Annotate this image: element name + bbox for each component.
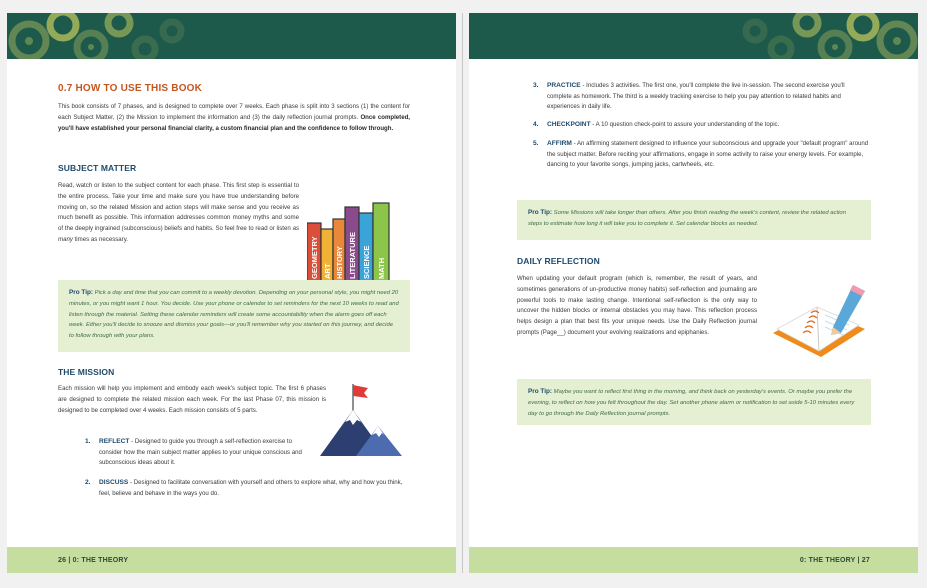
daily-reflection-heading: DAILY REFLECTION [517,256,600,266]
list-number: 5. [533,140,539,147]
mission-list-item [85,437,315,471]
list-term: PRACTICE [547,82,581,89]
pro-tip-box [517,200,871,240]
subject-matter-text-b: times as necessary. [74,235,129,243]
list-text: - Includes 3 activities. The first one, you'll complete the live in-session. The second exercise you'll complete as homework. The third is a weekly tracking exercise to help you pay attention to related habits and experiences in daily life. [547,82,845,111]
list-number: 1. [85,438,91,445]
mission-heading: THE MISSION [58,367,115,377]
pro-tip-label: Pro Tip: [528,388,553,395]
book-spine-label: LITERATURE [348,232,357,279]
mission-list-item [533,81,871,113]
mission-list-item [533,139,871,183]
pro-tip-box [58,280,410,352]
list-number: 3. [533,82,539,89]
book-spine-divider [462,13,463,573]
list-number: 4. [533,121,539,128]
list-term: DISCUSS [99,479,129,486]
intro-paragraph [58,102,410,134]
list-text: - An affirming statement designed to influence your subconscious and upgrade your "default program" around the subject matter. Before reciting your affirmations, engage in some activity to raise your energy levels. For example, dancing to your favorite songs, jumping jacks, cartwheels, etc. [547,140,869,169]
subject-matter-paragraph [58,181,299,246]
subject-matter-text-a: Read, watch or listen to the subject content for each phase. This first step is essential to the entire process. Take your time and make sure you have true understanding before moving on, so the related Mission and action steps will make sense and you receive as much benefit as possible. This information addresses common money myths and some of the deeply ingrained (subconscious) beliefs and habits. So feel free to read or listen [58,182,299,233]
subject-matter-heading: SUBJECT MATTER [58,163,137,173]
mountain-flag-illustration [320,380,402,458]
book-spine-label: MATH [377,257,386,279]
list-number: 2. [85,479,91,486]
section-title: 0.7 HOW TO USE THIS BOOK [58,83,203,94]
list-text: - A 10 question check-point to assure your understanding of the topic. [592,121,780,128]
book-spine-label: GEOMETRY [310,236,319,279]
list-term: CHECKPOINT [547,121,591,128]
page-number-label: 26 | 0: THE THEORY [58,557,129,564]
header-band [469,13,918,59]
list-text: - Designed to guide you through a self-reflection exercise to consider how the main subject matter applies to your unique conscious and subconscious ideas about it. [99,438,302,467]
list-term: REFLECT [99,438,130,445]
pro-tip-box [517,379,871,425]
pro-tip-text: Pick a day and time that you can commit to a weekly devotion. Depending on your personal style, you might need 20 minutes, or you might want 1 hour. You decide. Use your phone or calendar to set reminders for the next 10 weeks to read and listen through the material. Setting these calendar reminders will create some accountability when the alarm goes off each week. Either you'll decide to snooze and dismiss your goals—or you'll remember why you started on this journey, and decide to follow through with your plans. [69,290,399,340]
mission-paragraph: Each mission will help you implement and embody each week's subject topic. The first 6 phases are designed to complete the related mission each week. For the last Phase 07, this mission is designed to be completed over 4 weeks. Each mission consists of 5 parts. [58,385,326,414]
page-footer [7,547,456,573]
pro-tip-label: Pro Tip: [69,289,94,296]
pro-tip-text: Maybe you want to reflect first thing in the morning, and think back on yesterday's events. Or maybe you prefer the evening, to reflect on how you felt throughout the day. Set another phone alarm or notification to set aside 5-10 minutes every day to go through the Daily Reflection journal prompts. [528,389,855,417]
mission-list-item [85,478,405,502]
mission-list-item [533,120,871,132]
list-term: AFFIRM [547,140,572,147]
book-spine-label: SCIENCE [362,245,371,279]
decorative-rings-icon [469,13,918,59]
daily-reflection-paragraph: When updating your default program (which is, remember, the result of years, and sometimes generations of un-productive money habits) self-reflection and journaling are powerful tools to make lasting change. Intentional self-reflection is the only way to uncover the hidden blocks or internal obstacles you may have. This reflection process helps design a plan that best fits your unique needs. Use the Daily Reflection journal prompts (Page__) document your evolving realizations and epiphanies. [517,275,757,336]
page-number-label: 0: THE THEORY | 27 [799,557,870,564]
page-footer [469,547,918,573]
intro-bold-text: Once completed, you'll have established your personal financial clarity, a custom financial plan and the confidence to follow through. [58,113,410,132]
left-page [7,13,456,573]
list-text: - Designed to facilitate conversation with yourself and others to explore what, why and how you think, feel, believe and behave in the ways you do. [99,479,403,497]
right-page [469,13,918,573]
book-spine-label: ART [323,263,332,279]
pro-tip-text: Some Missions will take longer than others. After you finish reading the week's content, review the related action steps to estimate how long it will take you to complete it. Set calendar blocks as needed. [528,210,846,227]
subject-matter-emphasis: as many [58,225,300,243]
header-band [7,13,456,59]
decorative-rings-icon [7,13,456,59]
pro-tip-label: Pro Tip: [528,209,553,216]
books-illustration [307,185,399,283]
notebook-pencil-illustration [767,281,871,361]
intro-text: This book consists of 7 phases, and is designed to complete over 7 weeks. Each phase is split into 3 sections (1) the content for each Subject Matter, (2) the Mission to implement the information and (3) the daily reflection journal prompts. [58,103,410,121]
book-spine-label: HISTORY [335,246,344,279]
